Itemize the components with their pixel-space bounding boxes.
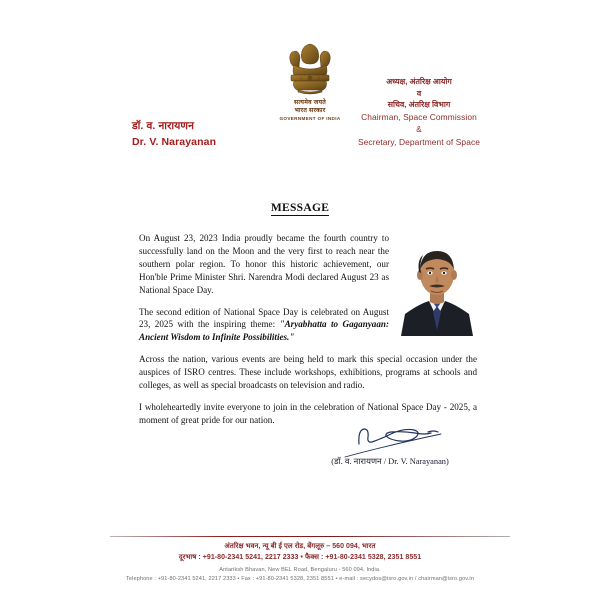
signatory-name: (डॉ. व. नारायणन / Dr. V. Narayanan)	[331, 457, 449, 466]
message-paragraph-3: Across the nation, various events are being held to mark this special occasion under the auspices of ISRO centres. These include workshops, exhibitions, programs at schools and colleges, as well as special broadcasts on television and radio.	[139, 354, 477, 391]
footer-address-hindi: अंतरिक्ष भवन, न्यू बी ई एल रोड, बेंगलूरु – 560 094, भारत	[224, 543, 376, 550]
message-paragraph-1: On August 23, 2023 India proudly became the fourth country to successfully land on the Moon and the very first to reach near the southern polar region. To honor this historic achievement, our Hon'ble Prime Minister Shri. Narendra Modi declared August 23 as National Space Day.	[139, 233, 389, 295]
portrait-image	[397, 236, 477, 336]
ashoka-lion-capital-emblem	[282, 36, 338, 98]
space-day-theme: "Aryabhatta to Gaganyaan: Ancient Wisdom to Infinite Possibilities."	[139, 319, 389, 343]
officer-name-english: Dr. V. Narayanan	[132, 136, 217, 149]
footer-address-english: Antariksh Bhavan, New BEL Road, Bengaluru - 560 094, India.	[219, 566, 381, 573]
page-title-text: MESSAGE	[270, 202, 330, 214]
message-paragraph-2-lead: The second edition of National Space Day is celebrated on August 23, 2025 with the inspiring theme:	[139, 306, 389, 330]
designation-hindi-line-2: सचिव, अंतरिक्ष विभाग	[387, 100, 451, 110]
designation-english-conjunction: &	[416, 124, 422, 134]
officer-name-block	[132, 118, 262, 151]
message-paragraph-4: I wholeheartedly invite everyone to join in the celebration of National Space Day - 2025, a moment of great pride for our nation.	[139, 401, 477, 425]
portrait-photo	[397, 236, 477, 336]
page-title	[0, 202, 600, 214]
signature-area	[300, 424, 480, 467]
designation-block	[336, 76, 502, 148]
footer	[0, 542, 600, 585]
designation-english-line-2: Secretary, Department of Space	[357, 136, 480, 147]
footer-divider	[110, 536, 510, 537]
emblem-org-hindi: भारत सरकार	[294, 107, 326, 115]
footer-contact-english: Telephone : +91-80-2341 5241, 2217 2333 • Fax : +91-80-2341 5328, 2351 8551 • e-mail : secydos@isro.gov.in / chairman@isro.gov.in	[126, 576, 474, 583]
officer-name-hindi: डॉ. व. नारायणन	[132, 120, 195, 132]
handwritten-signature-icon	[315, 424, 465, 458]
designation-hindi-line-1: अध्यक्ष, अंतरिक्ष आयोग	[386, 77, 452, 86]
emblem-motto-hindi: सत्यमेव जयते	[294, 99, 326, 106]
designation-hindi-conjunction: व	[416, 88, 422, 98]
footer-contact-hindi: दूरभाष : +91-80-2341 5241, 2217 2333 • फैक्स : +91-80-2341 5328, 2351 8551	[178, 553, 422, 561]
message-body	[139, 232, 477, 427]
emblem-org-english: GOVERNMENT OF INDIA	[279, 116, 341, 122]
designation-english-line-1: Chairman, Space Commission	[361, 112, 477, 123]
letterhead	[0, 0, 600, 172]
